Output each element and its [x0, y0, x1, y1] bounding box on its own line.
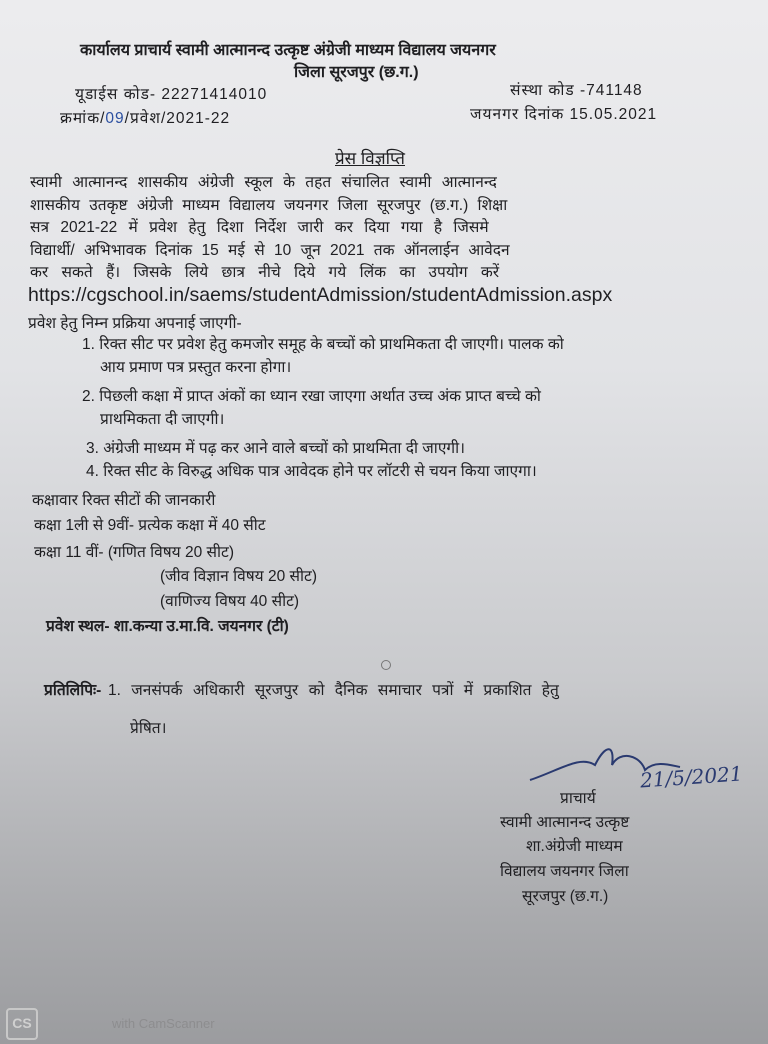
- letter-date: जयनगर दिनांक 15.05.2021: [470, 106, 658, 123]
- seats-heading: कक्षावार रिक्त सीटों की जानकारी: [32, 492, 216, 509]
- copy-item-cont: प्रेषित।: [130, 720, 167, 737]
- admission-url[interactable]: https://cgschool.in/saems/studentAdmission/studentAdmission.aspx: [28, 284, 613, 306]
- paragraph-line: सत्र 2021-22 में प्रवेश हेतु दिशा निर्देश जारी कर दिया गया है जिसमे: [30, 219, 489, 236]
- signatory-line: विद्यालय जयनगर जिला: [500, 863, 629, 880]
- signatory-line: सूरजपुर (छ.ग.): [522, 888, 609, 905]
- copy-heading: प्रतिलिपिः-: [44, 682, 102, 699]
- seats-class-11-math: कक्षा 11 वीं- (गणित विषय 20 सीट): [34, 544, 234, 561]
- rule-item: 3. अंग्रेजी माध्यम में पढ़ कर आने वाले बच्चों को प्राथमिता दी जाएगी।: [86, 440, 466, 457]
- district-header: जिला सूरजपुर (छ.ग.): [294, 64, 419, 81]
- press-release-title: प्रेस विज्ञप्ति: [335, 149, 405, 168]
- rule-item-cont: आय प्रमाण पत्र प्रस्तुत करना होगा।: [100, 359, 292, 376]
- seats-class-11-bio: (जीव विज्ञान विषय 20 सीट): [160, 568, 317, 585]
- signatory-line: शा.अंग्रेजी माध्यम: [526, 838, 623, 855]
- rules-list: [82, 333, 564, 483]
- seats-class-11-commerce: (वाणिज्य विषय 40 सीट): [160, 593, 300, 610]
- signatory-line: स्वामी आत्मानन्द उत्कृष्ट: [500, 814, 630, 831]
- camscanner-logo: CS: [6, 1008, 38, 1040]
- rule-item: 1. रिक्त सीट पर प्रवेश हेतु कमजोर समूह के बच्चों को प्राथमिकता दी जाएगी। पालक को: [82, 336, 564, 353]
- rule-item: 4. रिक्त सीट के विरुद्ध अधिक पात्र आवेदक होने पर लॉटरी से चयन किया जाएगा।: [86, 463, 537, 480]
- reference-number: [60, 106, 230, 128]
- rule-item: 2. पिछली कक्षा में प्राप्त अंकों का ध्यान रखा जाएगा अर्थात उच्च अंक प्राप्त बच्चे को: [82, 388, 541, 405]
- paragraph-line: शासकीय उतकृष्ट अंग्रेजी माध्यम विद्यालय जयनगर जिला सूरजपुर (छ.ग.) शिक्षा: [30, 196, 508, 214]
- institution-code: संस्था कोड -741148: [510, 82, 643, 99]
- signatory-designation: प्राचार्य: [560, 790, 596, 807]
- office-header: कार्यालय प्राचार्य स्वामी आत्मानन्द उत्कृष्ट अंग्रेजी माध्यम विद्यालय जयनगर: [80, 42, 496, 59]
- paragraph-line: स्वामी आत्मानन्द शासकीय अंग्रेजी स्कूल के तहत संचालित स्वामी आत्मानन्द: [30, 174, 497, 191]
- ref-suffix: /प्रवेश/2021-22: [124, 110, 231, 127]
- ref-prefix: क्रमांक/: [60, 110, 106, 127]
- process-intro: प्रवेश हेतु निम्न प्रक्रिया अपनाई जाएगी-: [28, 315, 242, 332]
- paragraph-line: विद्यार्थी/ अभिभावक दिनांक 15 मई से 10 जून 2021 तक ऑनलाईन आवेदन: [30, 241, 510, 259]
- udise-code: यूडाईस कोड- 22271414010: [75, 86, 268, 103]
- rule-item-cont: प्राथमिकता दी जाएगी।: [100, 411, 225, 428]
- paragraph-line: कर सकते हैं। जिसके लिये छात्र नीचे दिये गये लिंक का उपयोग करें: [30, 264, 500, 281]
- intro-paragraph: [30, 172, 510, 285]
- ref-handwritten-number: 09: [105, 110, 125, 127]
- admission-venue: प्रवेश स्थल- शा.कन्या उ.मा.वि. जयनगर (टी): [46, 618, 289, 635]
- copy-item: 1. जनसंपर्क अधिकारी सूरजपुर को दैनिक समाचार पत्रों में प्रकाशित हेतु: [108, 682, 559, 699]
- punch-hole-mark: [381, 660, 391, 670]
- camscanner-watermark: with CamScanner: [112, 1016, 215, 1031]
- seats-class-1-9: कक्षा 1ली से 9वीं- प्रत्येक कक्षा में 40 सीट: [34, 517, 266, 534]
- signature-date: 21/5/2021: [639, 761, 744, 793]
